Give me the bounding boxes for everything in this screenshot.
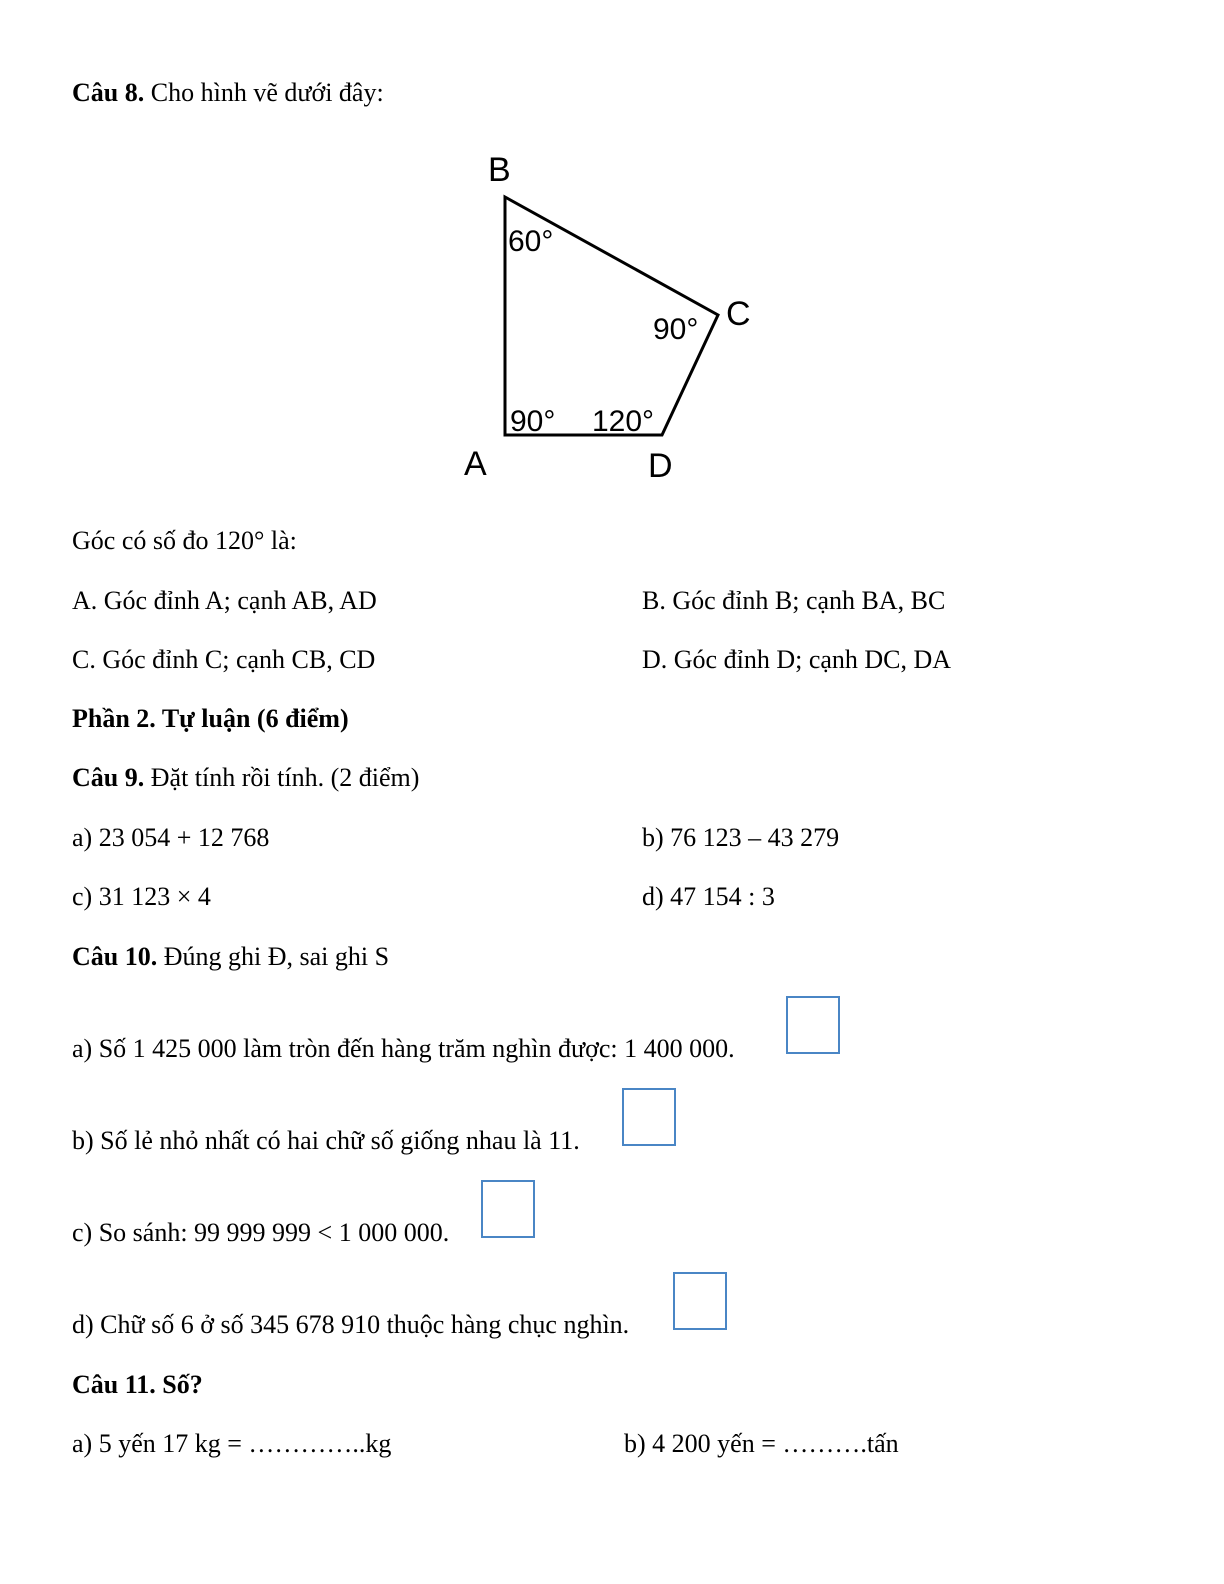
- vertex-label-d: D: [648, 447, 673, 485]
- conversion-item-a: a) 5 yến 17 kg = …………..kg: [72, 1429, 392, 1458]
- vertex-label-c: C: [726, 295, 751, 333]
- part-2-heading: [72, 704, 349, 734]
- calc-item-c: c) 31 123 × 4: [72, 882, 211, 911]
- statement-c: c) So sánh: 99 999 999 < 1 000 000.: [72, 1218, 450, 1247]
- question-8-prompt: Góc có số đo 120° là:: [72, 526, 297, 555]
- question-10-label: Câu 10.: [72, 942, 158, 971]
- statement-b: b) Số lẻ nhỏ nhất có hai chữ số giống nhau là 11.: [72, 1126, 580, 1155]
- part-2-title: Phần 2. Tự luận (6 điểm): [72, 704, 349, 733]
- option-c: C. Góc đỉnh C; cạnh CB, CD: [72, 645, 376, 674]
- angle-label-b: 60°: [508, 225, 554, 258]
- option-d: D. Góc đỉnh D; cạnh DC, DA: [642, 645, 952, 674]
- answer-box-a[interactable]: [786, 996, 840, 1054]
- statement-d: d) Chữ số 6 ở số 345 678 910 thuộc hàng chục nghìn.: [72, 1310, 630, 1339]
- question-11-heading: [72, 1370, 203, 1400]
- vertex-label-b: B: [488, 151, 511, 189]
- question-8-label: Câu 8.: [72, 78, 145, 107]
- calc-item-a: a) 23 054 + 12 768: [72, 823, 270, 852]
- question-9-text: Đặt tính rồi tính. (2 điểm): [144, 763, 420, 792]
- answer-box-c[interactable]: [481, 1180, 535, 1238]
- vertex-label-a: A: [464, 445, 487, 483]
- question-11-label: Câu 11. Số?: [72, 1370, 203, 1399]
- option-a: A. Góc đỉnh A; cạnh AB, AD: [72, 586, 377, 615]
- answer-box-b[interactable]: [622, 1088, 676, 1146]
- angle-label-d: 120°: [592, 405, 655, 438]
- question-8-text: Cho hình vẽ dưới đây:: [144, 78, 384, 107]
- question-9-label: Câu 9.: [72, 763, 145, 792]
- angle-label-a: 90°: [510, 405, 556, 438]
- conversion-item-b: b) 4 200 yến = ……….tấn: [624, 1429, 899, 1458]
- angle-label-c: 90°: [653, 313, 699, 346]
- quadrilateral-figure: [450, 145, 770, 485]
- calc-item-d: d) 47 154 : 3: [642, 882, 775, 911]
- statement-a: a) Số 1 425 000 làm tròn đến hàng trăm nghìn được: 1 400 000.: [72, 1034, 735, 1063]
- option-b: B. Góc đỉnh B; cạnh BA, BC: [642, 586, 946, 615]
- question-8-heading: [72, 78, 384, 108]
- question-10-heading: [72, 942, 389, 972]
- calc-item-b: b) 76 123 – 43 279: [642, 823, 840, 852]
- answer-box-d[interactable]: [673, 1272, 727, 1330]
- question-10-text: Đúng ghi Đ, sai ghi S: [157, 942, 390, 971]
- question-9-heading: [72, 763, 419, 793]
